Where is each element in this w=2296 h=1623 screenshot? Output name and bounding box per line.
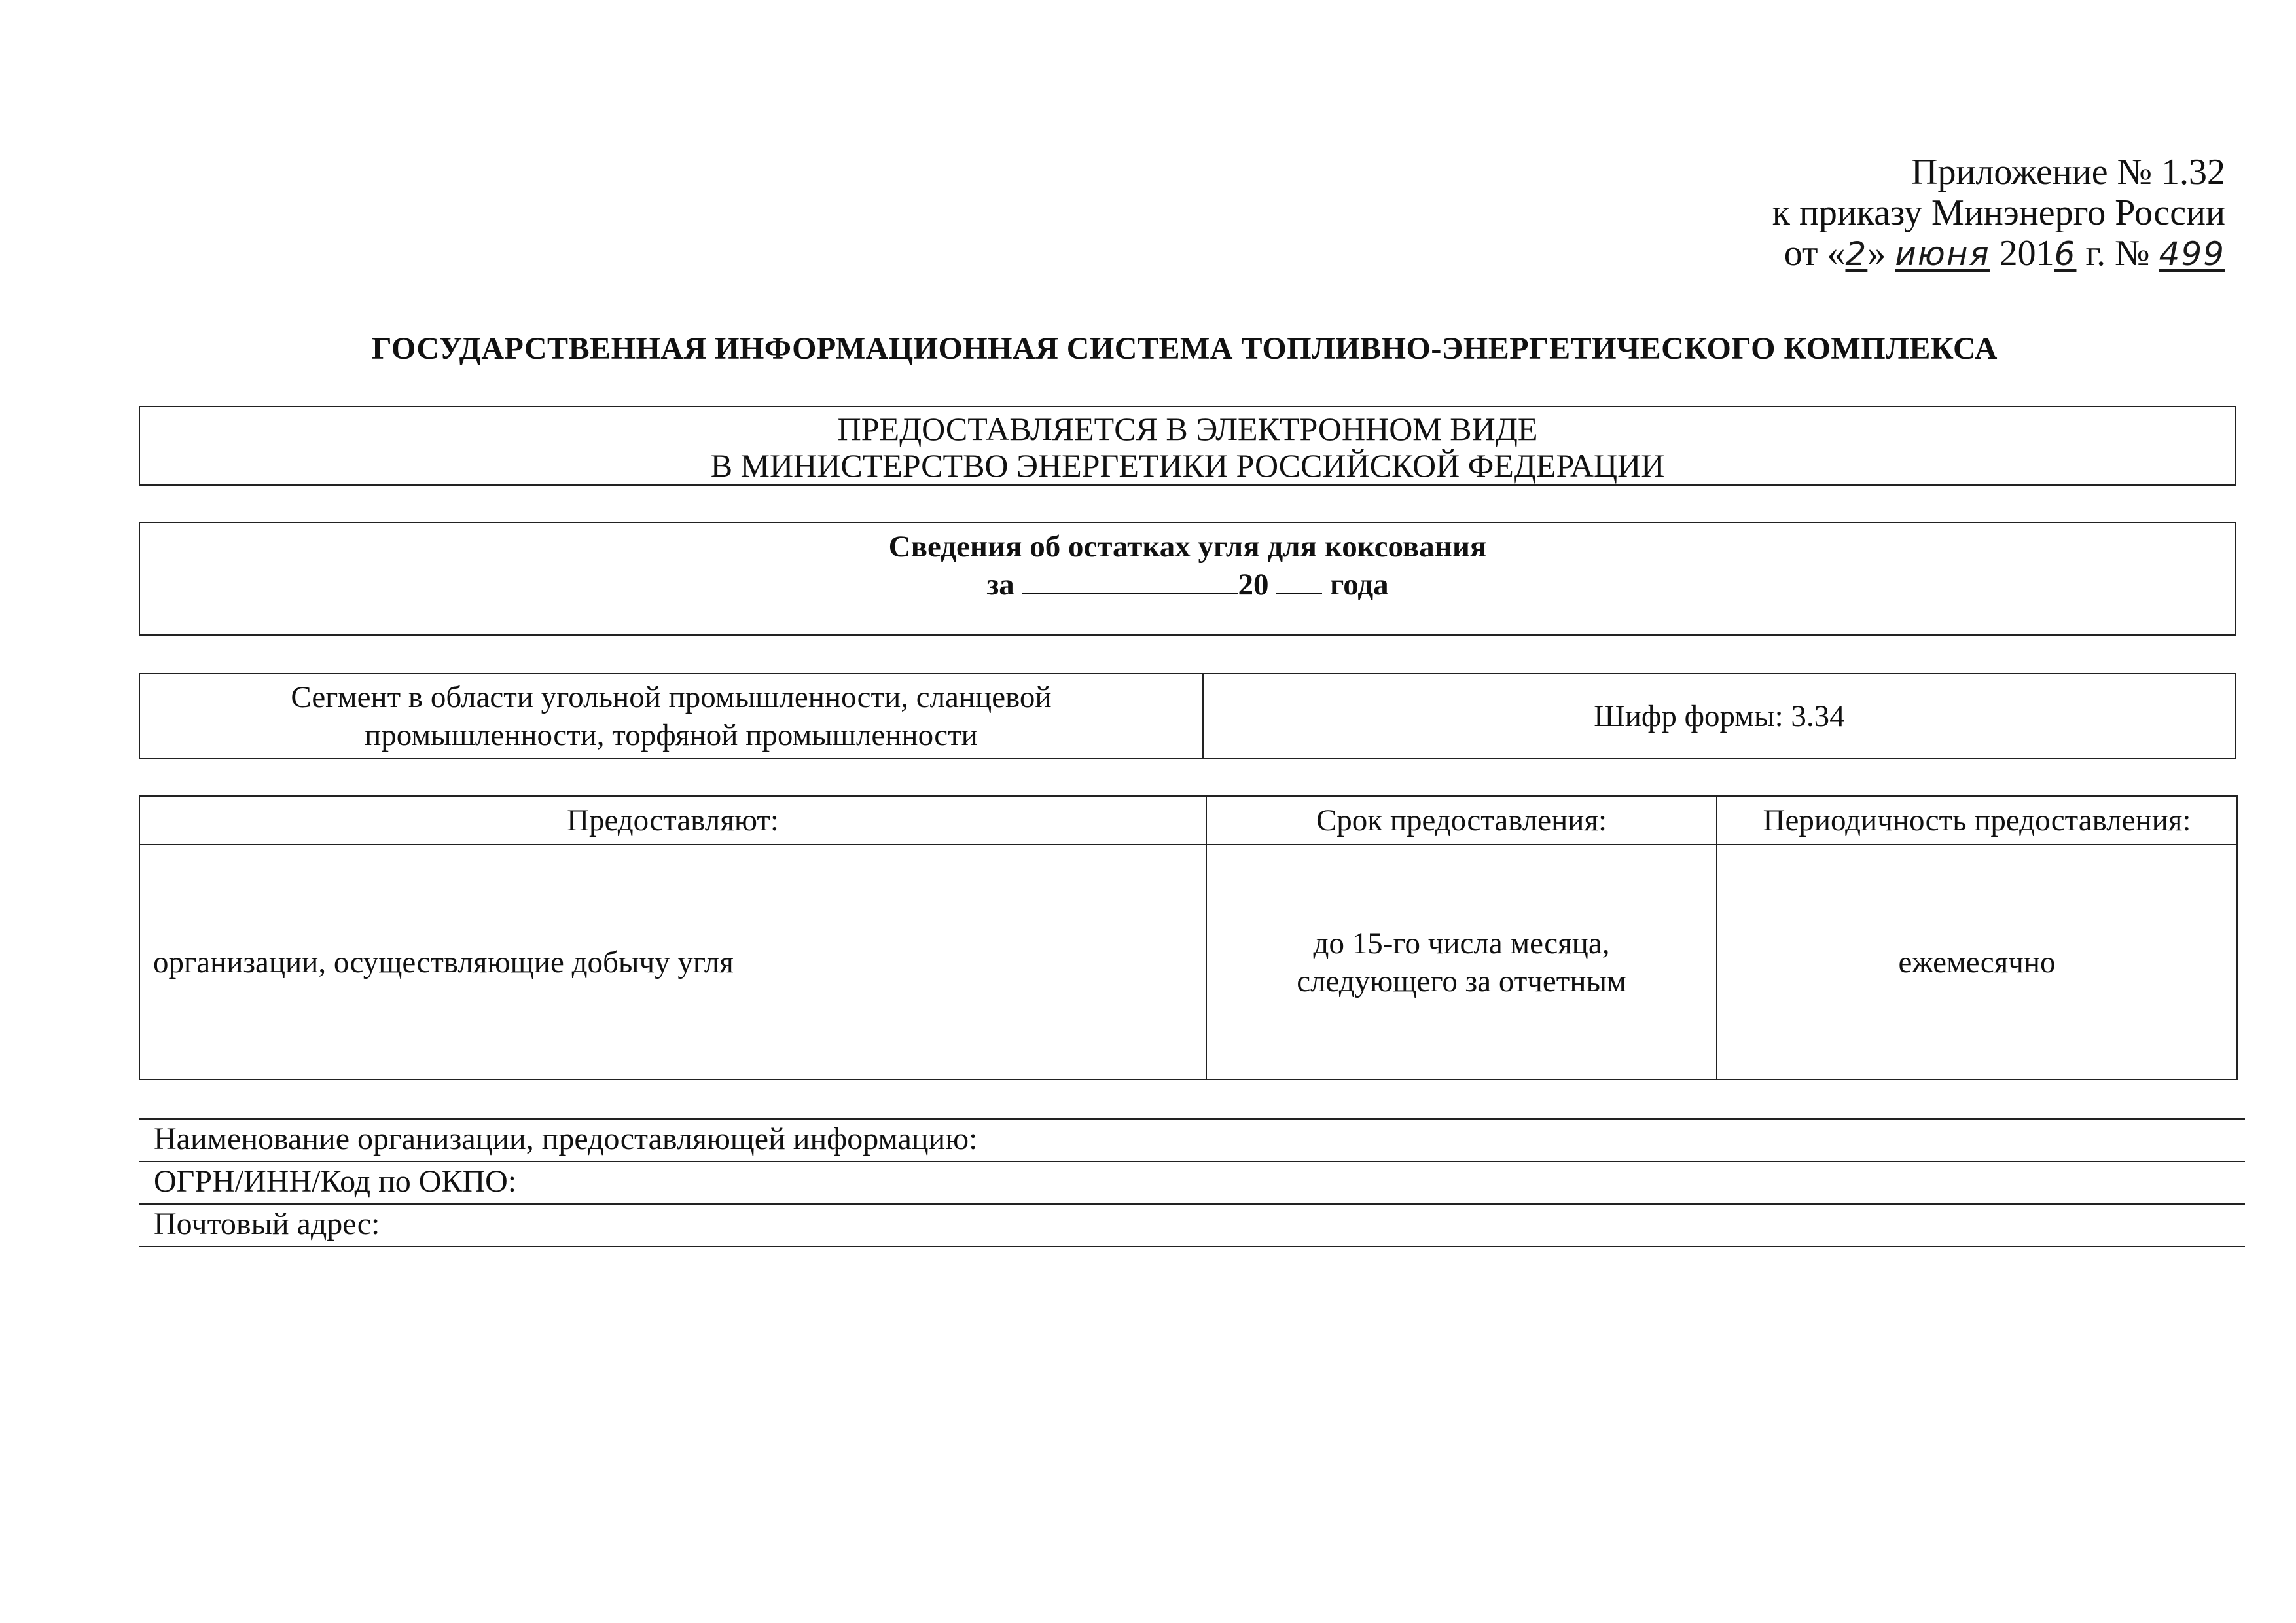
provision-table: [139, 795, 2238, 1080]
appendix-order-ref: к приказу Минэнерго России: [1772, 192, 2225, 233]
period-month-blank: [1022, 566, 1238, 594]
handwritten-order-number: 499: [2159, 235, 2225, 273]
submission-line-2: В МИНИСТЕРСТВО ЭНЕРГЕТИКИ РОССИЙСКОЙ ФЕДЕРАЦИИ: [710, 447, 1665, 484]
submission-box: [139, 406, 2236, 486]
period-prefix: за: [986, 568, 1014, 602]
period-suffix: года: [1330, 568, 1389, 602]
table-header-row: [139, 796, 2237, 845]
report-title: Сведения об остатках угля для коксования: [888, 530, 1487, 564]
deadline-line-2: следующего за отчетным: [1297, 964, 1626, 998]
period-year-prefix: 20: [1238, 568, 1269, 602]
report-period: [140, 566, 2235, 604]
segment-text-line-1: Сегмент в области угольной промышленности, сланцевой: [291, 680, 1052, 714]
header-providers: Предоставляют:: [139, 796, 1206, 845]
handwritten-month: июня: [1895, 235, 1990, 273]
period-year-blank: [1276, 566, 1322, 594]
header-deadline: Срок предоставления:: [1206, 796, 1717, 845]
rule-org-name: [139, 1161, 2245, 1162]
cell-deadline: [1206, 845, 1717, 1080]
rule-top: [139, 1118, 2245, 1120]
submission-line-1: ПРЕДОСТАВЛЯЕТСЯ В ЭЛЕКТРОННОМ ВИДЕ: [837, 410, 1538, 447]
field-postal-label: Почтовый адрес:: [154, 1207, 380, 1241]
header-frequency: Периодичность предоставления:: [1717, 796, 2237, 845]
rule-ogrn: [139, 1203, 2245, 1205]
handwritten-day: 2: [1845, 235, 1868, 273]
form-cipher-cell: [1204, 674, 2235, 758]
date-prefix: от «: [1784, 233, 1846, 274]
field-org-name-label: Наименование организации, предоставляющей информацию:: [154, 1122, 978, 1156]
appendix-header: [1636, 152, 2225, 274]
order-number-label: г. №: [2085, 233, 2159, 274]
segment-text-line-2: промышленности, торфяной промышленности: [365, 718, 978, 752]
handwritten-year-digit: 6: [2054, 235, 2077, 273]
form-cipher: Шифр формы: 3.34: [1594, 699, 1845, 733]
year-prefix: 201: [1990, 233, 2054, 274]
date-mid: »: [1867, 233, 1895, 274]
report-title-box: [139, 522, 2236, 636]
rule-postal: [139, 1246, 2245, 1247]
appendix-date-line: [1636, 233, 2225, 274]
field-ogrn-label: ОГРН/ИНН/Код по ОКПО:: [154, 1164, 517, 1199]
segment-box: [139, 673, 2236, 759]
cell-frequency: ежемесячно: [1717, 845, 2237, 1080]
table-row: [139, 845, 2237, 1080]
deadline-line-1: до 15-го числа месяца,: [1313, 926, 1610, 960]
cell-providers: организации, осуществляющие добычу угля: [139, 845, 1206, 1080]
page-title: ГОСУДАРСТВЕННАЯ ИНФОРМАЦИОННАЯ СИСТЕМА ТОПЛИВНО-ЭНЕРГЕТИЧЕСКОГО КОМПЛЕКСА: [372, 331, 1998, 366]
appendix-number: Приложение № 1.32: [1911, 152, 2225, 192]
segment-cell: [140, 674, 1204, 758]
